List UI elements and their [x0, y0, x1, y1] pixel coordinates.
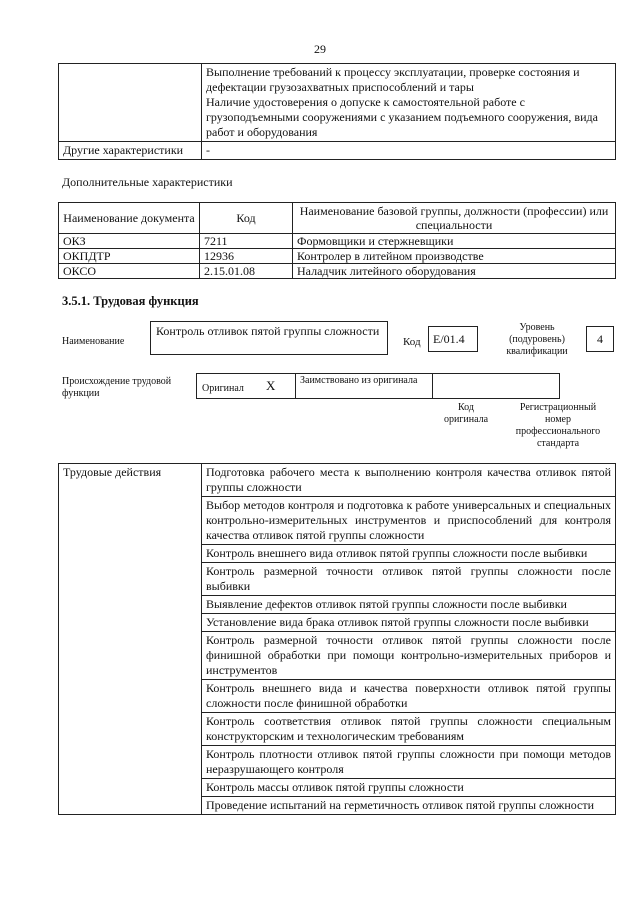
code-label: Код — [403, 336, 421, 348]
name-cell: Формовщики и стержневщики — [293, 234, 616, 249]
list-item: Проведение испытаний на герметичность отливок пятой группы сложности — [202, 797, 616, 815]
other-characteristics-value: - — [202, 142, 616, 160]
list-item: Установление вида брака отливок пятой группы сложности после выбивки — [202, 614, 616, 632]
list-item: Выбор методов контроля и подготовка к работе универсальных и специальных контрольно-измерительных инструментов и приспособлений для контроля качества отливок пятой группы сложности — [202, 497, 616, 545]
original-label: Оригинал — [202, 383, 244, 394]
table-row — [59, 264, 616, 279]
origin-divider — [432, 373, 433, 399]
additional-characteristics-table — [58, 202, 616, 279]
list-item: Контроль внешнего вида отливок пятой группы сложности после выбивки — [202, 545, 616, 563]
function-name-box: Контроль отливок пятой группы сложности — [150, 321, 388, 355]
col-code: Код — [200, 203, 293, 234]
reg-number-label: Регистрационный номер профессионального стандарта — [515, 402, 601, 449]
code-cell: 7211 — [200, 234, 293, 249]
doc-cell: ОКПДТР — [59, 249, 200, 264]
list-item: Контроль размерной точности отливок пятой группы сложности после финишной обработки при помощи контрольно-измерительных приборов и инструментов — [202, 632, 616, 680]
labor-actions-label: Трудовые действия — [59, 464, 202, 815]
other-characteristics-label: Другие характеристики — [59, 142, 202, 160]
list-item: Контроль массы отливок пятой группы сложности — [202, 779, 616, 797]
list-item: Контроль внешнего вида и качества поверхности отливок пятой группы сложности после финишной обработки — [202, 680, 616, 713]
table-row — [59, 249, 616, 264]
empty-label-cell — [59, 64, 202, 142]
list-item: Подготовка рабочего места к выполнению контроля качества отливок пятой группы сложности — [202, 464, 616, 497]
page-number: 29 — [314, 42, 326, 56]
level-label: Уровень (подуровень) квалификации — [506, 322, 568, 357]
table-row — [59, 234, 616, 249]
origin-label: Происхождение трудовой функции — [62, 376, 172, 399]
list-item: Выявление дефектов отливок пятой группы сложности после выбивки — [202, 596, 616, 614]
list-item: Контроль размерной точности отливок пятой группы сложности после выбивки — [202, 563, 616, 596]
col-document: Наименование документа — [59, 203, 200, 234]
level-value-box: 4 — [586, 326, 614, 352]
additional-characteristics-heading: Дополнительные характеристики — [62, 175, 233, 189]
function-heading: 3.5.1. Трудовая функция — [62, 294, 199, 308]
doc-cell: ОКЗ — [59, 234, 200, 249]
labor-actions-table — [58, 463, 616, 815]
list-item: Контроль соответствия отливок пятой группы сложности специальным конструкторским и технологическим требованиям — [202, 713, 616, 746]
original-mark: X — [266, 378, 276, 393]
name-cell: Контролер в литейном производстве — [293, 249, 616, 264]
code-original-label: Код оригинала — [443, 402, 489, 425]
requirement-text: Наличие удостоверения о допуске к самостоятельной работе с грузоподъемными сооружениями с указанием подъемного сооружения, вида работ и оборудования — [206, 95, 598, 139]
doc-cell: ОКСО — [59, 264, 200, 279]
requirements-cell — [202, 64, 616, 142]
qualification-requirements-table — [58, 63, 616, 160]
requirement-text: Выполнение требований к процессу эксплуатации, проверке состояния и дефектации грузозахватных приспособлений и тары — [206, 65, 580, 94]
code-cell: 2.15.01.08 — [200, 264, 293, 279]
function-code-box: Е/01.4 — [428, 326, 478, 352]
col-name: Наименование базовой группы, должности (профессии) или специальности — [293, 203, 616, 234]
origin-divider — [295, 373, 296, 399]
list-item: Контроль плотности отливок пятой группы сложности при помощи методов неразрушающего контроля — [202, 746, 616, 779]
name-label: Наименование — [62, 336, 125, 347]
code-cell: 12936 — [200, 249, 293, 264]
borrowed-label: Заимствовано из оригинала — [300, 375, 418, 386]
name-cell: Наладчик литейного оборудования — [293, 264, 616, 279]
